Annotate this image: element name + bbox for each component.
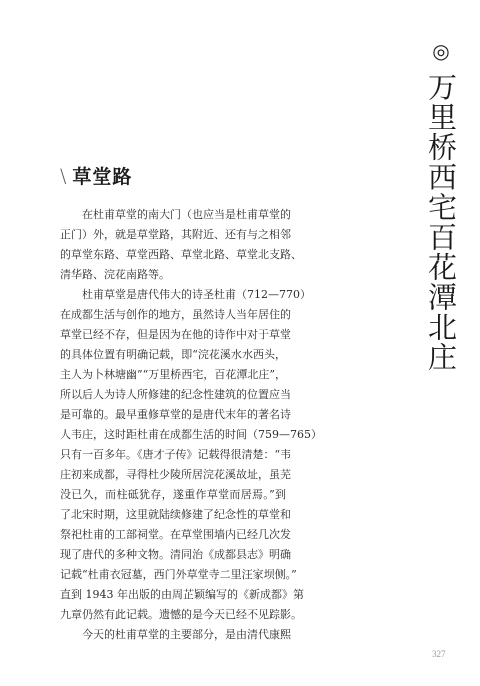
text-line: 的具体位置有明确记载，即“浣花溪水水西头， bbox=[60, 348, 286, 361]
text-line: 今天的杜甫草堂的主要部分，是由清代康熙 bbox=[82, 628, 291, 641]
text-line: 是可靠的。最早重修草堂的是唐代末年的著名诗 bbox=[60, 408, 291, 421]
text-line: 只有一百多年。《唐才子传》记载得很清楚：“韦 bbox=[60, 448, 292, 461]
text-line: 在杜甫草堂的南大门（也应当是杜甫草堂的 bbox=[82, 208, 291, 221]
text-line: 人韦庄，这时距杜甫在成都生活的时间（759—765） bbox=[60, 428, 322, 441]
page-number: 327 bbox=[432, 649, 446, 659]
text-line: 了北宋时期，这里就陆续修建了纪念性的草堂和 bbox=[60, 508, 291, 521]
text-line: 杜甫草堂是唐代伟大的诗圣杜甫（712—770） bbox=[82, 288, 311, 301]
text-line: 没已久，而柱砥犹存，遂重作草堂而居焉。”到 bbox=[60, 488, 286, 501]
text-line: 清华路、浣花南路等。 bbox=[60, 268, 170, 281]
text-line: 九章仍然有此记载。遗憾的是今天已经不见踪影。 bbox=[60, 608, 302, 621]
vertical-chapter-title bbox=[424, 38, 458, 372]
text-line: 主人为卜林塘幽”“万里桥西宅，百花潭北庄”， bbox=[60, 368, 286, 381]
chapter-title-text: 万里桥西宅百花潭北庄 bbox=[424, 72, 458, 372]
section-title: 草堂路 bbox=[72, 166, 133, 188]
section-heading bbox=[60, 162, 132, 189]
text-line: 直到 1943 年出版的由周芷颖编写的《新成都》第 bbox=[60, 588, 304, 601]
text-line: 记载“杜甫衣冠墓，西门外草堂寺二里汪家坝侧。” bbox=[60, 568, 297, 581]
text-line: 正门）外，就是草堂路，其附近、还有与之相邻 bbox=[60, 228, 291, 241]
text-line: 草堂已经不存，但是因为在他的诗作中对于草堂 bbox=[60, 328, 291, 341]
text-line: 在成都生活与创作的地方，虽然诗人当年居住的 bbox=[60, 308, 291, 321]
text-line: 现了唐代的多种文物。清同治《成都县志》明确 bbox=[60, 548, 291, 561]
text-line: 的草堂东路、草堂西路、草堂北路、草堂北支路、 bbox=[60, 248, 302, 261]
body-text bbox=[60, 205, 322, 645]
heading-slash-mark: \ bbox=[60, 164, 67, 187]
text-line: 庄初来成都，寻得杜少陵所居浣花溪故址，虽芜 bbox=[60, 468, 291, 481]
text-line: 祭祀杜甫的工部祠堂。在草堂围墙内已经几次发 bbox=[60, 528, 291, 541]
circle-mark-icon: ◎ bbox=[432, 39, 450, 63]
text-line: 所以后人为诗人所修建的纪念性建筑的位置应当 bbox=[60, 388, 291, 401]
